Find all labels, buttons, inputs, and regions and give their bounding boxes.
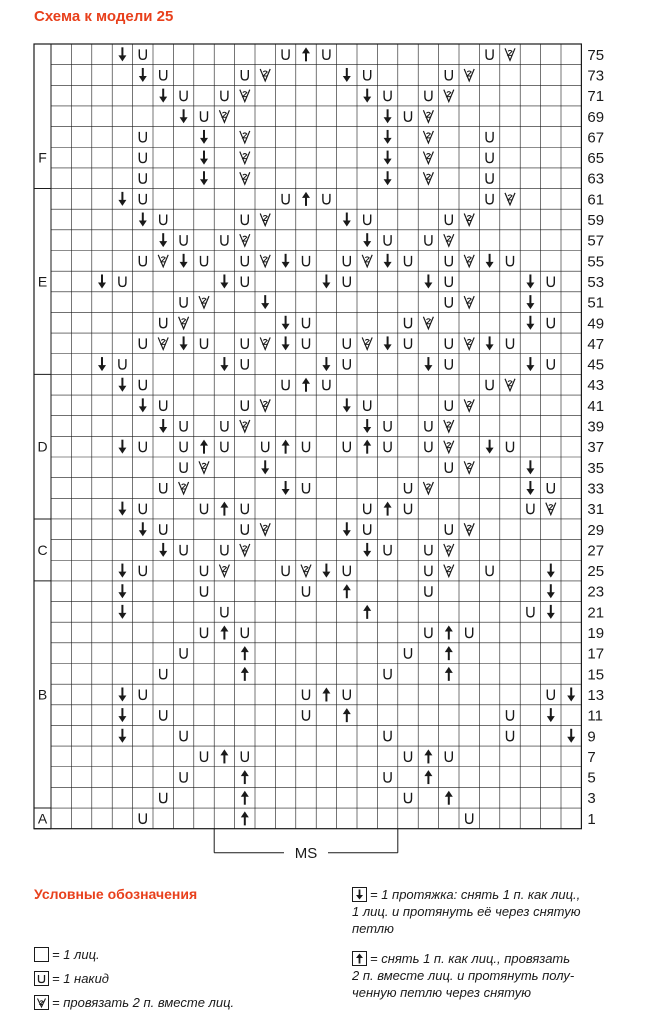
legend-sl1-k2tog-psso xyxy=(352,950,574,1001)
up-arrow-icon xyxy=(352,951,367,966)
legend-sl1-k2tog-psso-text: = снять 1 п. как лиц., провязать 2 п. вместе лиц. и протянуть полу- ченную петлю через снятую xyxy=(352,951,575,1000)
legend-sl1-k1-psso xyxy=(352,886,581,937)
section-label-a: A xyxy=(37,810,48,827)
row-number: 29 xyxy=(587,521,605,539)
row-number: 75 xyxy=(587,46,605,64)
row-number: 59 xyxy=(587,212,605,230)
yarn-over-icon xyxy=(34,971,49,986)
repeat-label: MS xyxy=(294,845,318,863)
legend-knit-text: = 1 лиц. xyxy=(52,947,100,962)
row-number: 31 xyxy=(587,501,605,519)
row-number: 13 xyxy=(587,686,605,704)
section-label-f: F xyxy=(38,149,47,166)
row-number: 71 xyxy=(587,88,605,106)
legend-title: Условные обозначения xyxy=(34,886,198,902)
chart-title: Схема к модели 25 xyxy=(34,8,174,25)
row-number: 19 xyxy=(587,625,605,643)
row-number: 5 xyxy=(587,769,596,787)
row-number: 15 xyxy=(587,666,605,684)
row-number: 17 xyxy=(587,645,605,663)
row-number: 51 xyxy=(587,294,605,312)
row-number: 3 xyxy=(587,790,596,808)
row-number: 73 xyxy=(587,67,605,85)
row-number: 65 xyxy=(587,150,605,168)
row-number: 43 xyxy=(587,377,605,395)
row-number: 45 xyxy=(587,356,605,374)
row-number: 67 xyxy=(587,129,605,147)
legend-yarn-over xyxy=(34,970,109,987)
down-arrow-icon xyxy=(352,887,367,902)
row-number: 35 xyxy=(587,459,605,477)
row-number: 39 xyxy=(587,418,605,436)
row-number: 47 xyxy=(587,335,605,353)
row-number: 55 xyxy=(587,253,605,271)
row-number: 7 xyxy=(587,748,596,766)
section-label-d: D xyxy=(37,438,48,455)
row-number: 23 xyxy=(587,583,605,601)
row-number: 57 xyxy=(587,232,605,250)
row-number: 61 xyxy=(587,191,605,209)
legend-k2tog xyxy=(34,994,234,1011)
row-number: 49 xyxy=(587,315,605,333)
knit-symbol-icon xyxy=(34,947,49,962)
section-label-c: C xyxy=(37,541,48,558)
legend-k2tog-text: = провязать 2 п. вместе лиц. xyxy=(52,995,235,1010)
row-number: 53 xyxy=(587,273,605,291)
row-number: 37 xyxy=(587,439,605,457)
row-number: 33 xyxy=(587,480,605,498)
legend-yarn-over-text: = 1 накид xyxy=(52,971,109,986)
row-number: 69 xyxy=(587,108,605,126)
row-number: 9 xyxy=(587,728,596,746)
section-label-e: E xyxy=(37,273,48,290)
row-number: 25 xyxy=(587,563,605,581)
row-number: 63 xyxy=(587,170,605,188)
row-number: 41 xyxy=(587,397,605,415)
row-number: 27 xyxy=(587,542,605,560)
legend-knit xyxy=(34,946,100,963)
row-number: 1 xyxy=(587,810,596,828)
k2tog-icon xyxy=(34,995,49,1010)
section-label-b: B xyxy=(37,686,48,703)
row-number: 11 xyxy=(587,707,603,725)
row-number: 21 xyxy=(587,604,605,622)
legend-sl1-k1-psso-text: = 1 протяжка: снять 1 п. как лиц., 1 лиц. и протянуть её через снятую петлю xyxy=(352,887,581,936)
